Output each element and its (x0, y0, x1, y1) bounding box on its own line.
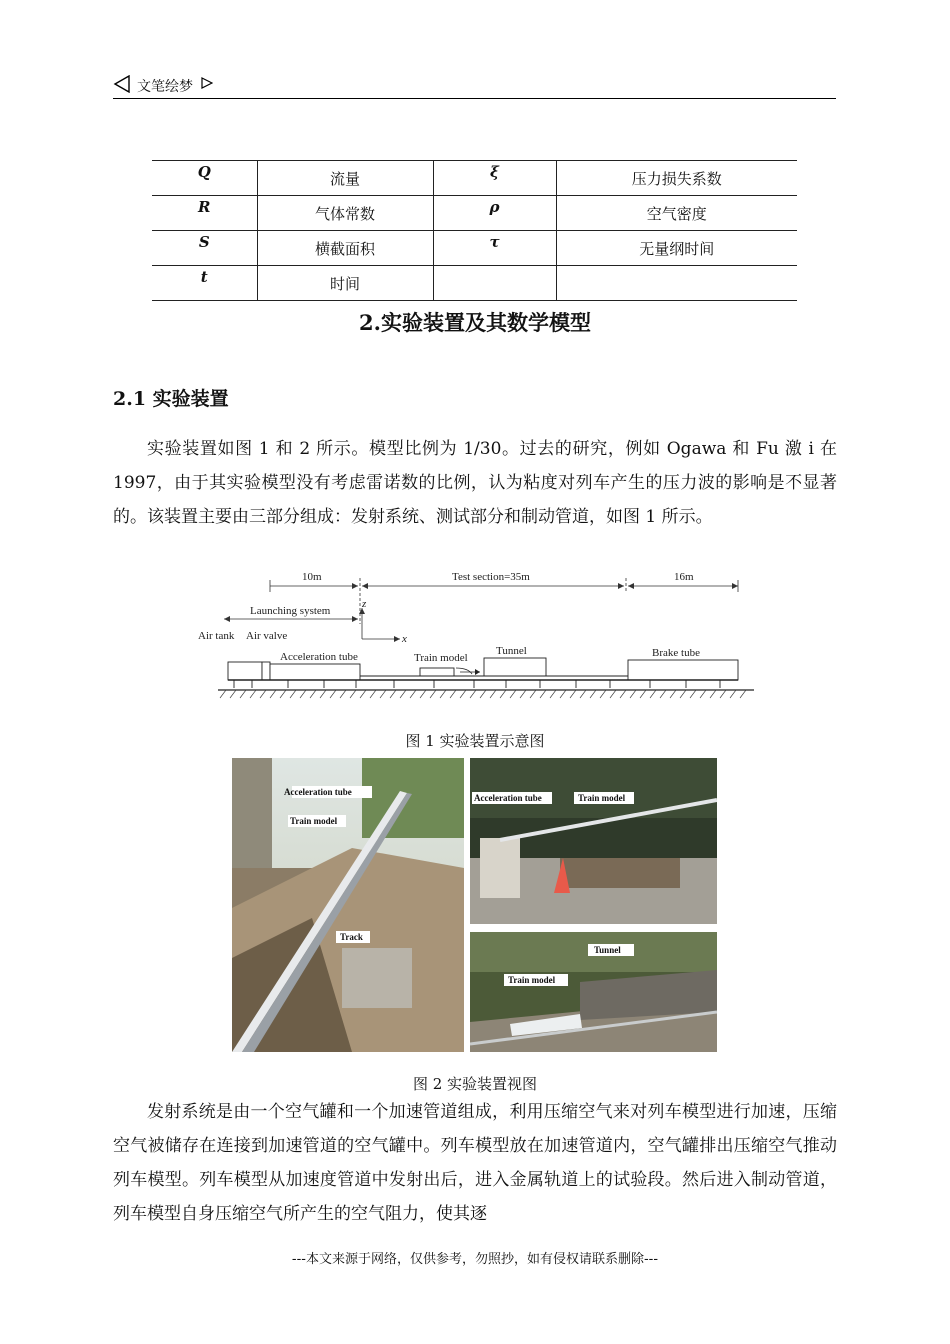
accel-tube-label: Acceleration tube (280, 651, 358, 663)
z-axis-label: z (362, 598, 367, 610)
table-row (152, 161, 797, 196)
photo-acceleration-track (232, 758, 464, 1052)
subsection-title: 2.1 实验装置 (113, 388, 229, 410)
photo-tunnel (470, 932, 717, 1052)
table-row (152, 231, 797, 266)
photo-label: Track (340, 932, 363, 942)
description-cell: 压力损失系数 (556, 161, 797, 196)
paragraph-intro (113, 432, 837, 534)
train-model-label: Train model (414, 652, 468, 664)
figure-2-caption: 图 2 实验装置视图 (412, 1075, 538, 1093)
table-row (152, 196, 797, 231)
photo-label: Acceleration tube (284, 787, 352, 797)
dim-label: 10m (302, 571, 322, 583)
air-valve-label: Air valve (246, 630, 288, 642)
symbol-cell: R (152, 196, 257, 231)
symbol-cell: Q (152, 161, 257, 196)
description-cell: 气体常数 (257, 196, 433, 231)
air-tank-label: Air tank (198, 630, 235, 642)
dim-label: 16m (674, 571, 694, 583)
symbol-cell: τ (433, 231, 556, 266)
photo-label: Train model (578, 793, 626, 803)
description-cell: 横截面积 (257, 231, 433, 266)
photo-label: Train model (290, 816, 338, 826)
photo-label: Acceleration tube (474, 793, 542, 803)
symbol-table (152, 160, 797, 301)
dim-label: Test section=35m (452, 571, 530, 583)
description-cell (556, 266, 797, 301)
description-cell: 无量纲时间 (556, 231, 797, 266)
symbol-cell: t (152, 266, 257, 301)
triangle-left-icon (113, 75, 131, 93)
symbol-cell (433, 266, 556, 301)
launching-label: Launching system (250, 605, 331, 617)
paragraph-text: 实验装置如图 1 和 2 所示。模型比例为 1/30。过去的研究，例如 Ogawa 和 Fu 激 i 在 1997，由于其实验模型没有考虑雷诺数的比例，认为粘度对列车产生的压力波的影响是不显著的。该装置主要由三部分组成：发射系统、测试部分和制动管道，如图 1 所示。 (113, 439, 837, 527)
figure-1-schematic (190, 564, 760, 704)
photo-acceleration-tube (470, 758, 717, 924)
page-header (113, 72, 836, 99)
page-footer: ---本文来源于网络，仅供参考，勿照抄，如有侵权请联系删除--- (291, 1252, 659, 1267)
figure-1-caption: 图 1 实验装置示意图 (405, 732, 545, 750)
table-row (152, 266, 797, 301)
triangle-right-icon (201, 77, 213, 89)
symbol-cell: ξ (433, 161, 556, 196)
symbol-cell: S (152, 231, 257, 266)
description-cell: 时间 (257, 266, 433, 301)
brake-tube-label: Brake tube (652, 647, 700, 659)
symbol-cell: ρ (433, 196, 556, 231)
x-axis-label: x (402, 633, 407, 645)
tunnel-label: Tunnel (496, 645, 527, 657)
photo-label: Tunnel (594, 945, 621, 955)
header-title: 文笔绘梦 (137, 79, 193, 95)
paragraph-text: 发射系统是由一个空气罐和一个加速管道组成，利用压缩空气来对列车模型进行加速，压缩空气被储存在连接到加速管道的空气罐中。列车模型放在加速管道内，空气罐排出压缩空气推动列车模型。列车模型从加速度管道中发射出后，进入金属轨道上的试验段。然后进入制动管道，列车模型自身压缩空气所产生的空气阻力，使其逐 (113, 1102, 837, 1224)
paragraph-launch-system (113, 1095, 837, 1231)
description-cell: 空气密度 (556, 196, 797, 231)
photo-label: Train model (508, 975, 556, 985)
section-title: 2.实验装置及其数学模型 (359, 310, 591, 335)
description-cell: 流量 (257, 161, 433, 196)
